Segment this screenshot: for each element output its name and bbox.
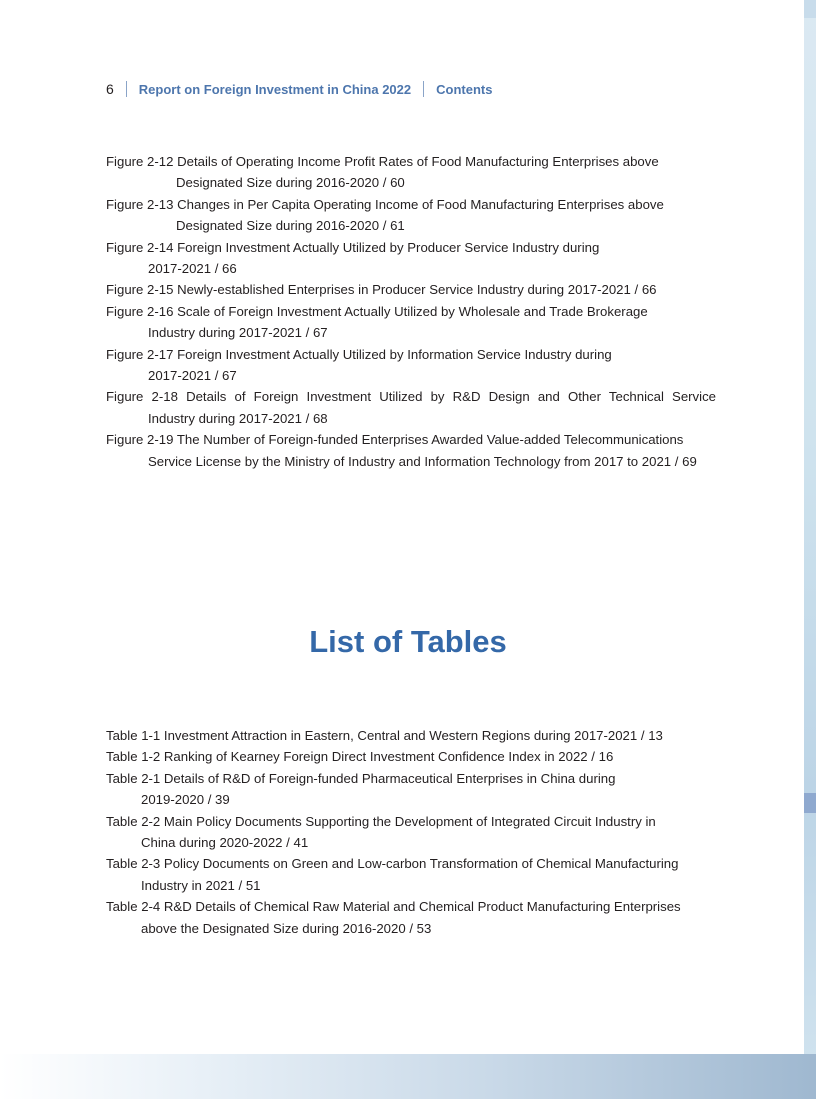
entry-line: Figure 2-16 Scale of Foreign Investment Actually Utilized by Wholesale and Trade Brokerage <box>106 303 648 319</box>
header-divider <box>126 81 127 97</box>
entry-line: Figure 2-15 Newly-established Enterprises in Producer Service Industry during 2017-2021 / 66 <box>106 282 657 298</box>
entry-line-continued: Industry in 2021 / 51 <box>141 877 261 893</box>
figure-list <box>106 151 716 472</box>
toc-entry-figure-2-19[interactable] <box>106 429 716 472</box>
toc-entry-table-2-3[interactable] <box>106 853 716 896</box>
bottom-gradient-band <box>0 1054 816 1099</box>
entry-line: Table 1-2 Ranking of Kearney Foreign Direct Investment Confidence Index in 2022 / 16 <box>106 749 614 765</box>
entry-line: Figure 2-19 The Number of Foreign-funded Enterprises Awarded Value-added Telecommunications <box>106 432 684 448</box>
toc-entry-table-2-1[interactable] <box>106 768 716 811</box>
entry-line-continued: 2017-2021 / 67 <box>148 368 237 384</box>
running-header <box>106 80 492 98</box>
right-edge-accent-block <box>804 793 816 813</box>
toc-entry-figure-2-12[interactable] <box>106 151 716 194</box>
toc-entry-figure-2-14[interactable] <box>106 237 716 280</box>
entry-line: Figure 2-18 Details of Foreign Investment Utilized by R&D Design and Other Technical Service <box>106 389 716 405</box>
toc-entry-table-2-4[interactable] <box>106 896 716 939</box>
entry-line: Figure 2-13 Changes in Per Capita Operating Income of Food Manufacturing Enterprises above <box>106 196 664 212</box>
toc-entry-figure-2-15[interactable] <box>106 279 716 300</box>
toc-entry-figure-2-13[interactable] <box>106 194 716 237</box>
entry-line-continued: Industry during 2017-2021 / 67 <box>148 325 328 341</box>
page-number: 6 <box>106 81 114 97</box>
entry-line: Table 1-1 Investment Attraction in Eastern, Central and Western Regions during 2017-2021 / 13 <box>106 728 663 743</box>
list-of-tables-heading: List of Tables <box>309 624 507 659</box>
entry-line-continued: Service License by the Ministry of Industry and Information Technology from 2017 to 2021 / 69 <box>148 453 697 469</box>
toc-entry-figure-2-16[interactable] <box>106 301 716 344</box>
toc-entry-figure-2-18[interactable] <box>106 386 716 429</box>
entry-line: Table 2-4 R&D Details of Chemical Raw Material and Chemical Product Manufacturing Enterprises <box>106 899 681 915</box>
report-title: Report on Foreign Investment in China 2022 <box>138 81 412 97</box>
entry-line: Figure 2-17 Foreign Investment Actually Utilized by Information Service Industry during <box>106 346 612 362</box>
entry-line-continued: Designated Size during 2016-2020 / 61 <box>176 218 405 234</box>
entry-line: Figure 2-12 Details of Operating Income Profit Rates of Food Manufacturing Enterprises above <box>106 154 659 169</box>
entry-line: Figure 2-14 Foreign Investment Actually Utilized by Producer Service Industry during <box>106 239 600 255</box>
entry-line-continued: China during 2020-2022 / 41 <box>141 835 309 851</box>
header-divider <box>423 81 424 97</box>
right-edge-top-accent <box>804 0 816 18</box>
table-list <box>106 725 716 939</box>
toc-entry-table-1-1[interactable] <box>106 725 716 746</box>
right-edge-decoration <box>804 0 816 1099</box>
entry-line: Table 2-3 Policy Documents on Green and Low-carbon Transformation of Chemical Manufacturing <box>106 856 679 872</box>
entry-line-continued: Designated Size during 2016-2020 / 60 <box>176 175 405 191</box>
toc-entry-table-1-2[interactable] <box>106 746 716 767</box>
entry-line-continued: 2019-2020 / 39 <box>141 792 230 808</box>
entry-line: Table 2-1 Details of R&D of Foreign-funded Pharmaceutical Enterprises in China during <box>106 770 616 786</box>
entry-line-continued: 2017-2021 / 66 <box>148 261 237 277</box>
entry-line-continued: Industry during 2017-2021 / 68 <box>148 410 328 426</box>
entry-line: Table 2-2 Main Policy Documents Supporting the Development of Integrated Circuit Industry in <box>106 813 656 829</box>
toc-entry-figure-2-17[interactable] <box>106 344 716 387</box>
entry-line-continued: above the Designated Size during 2016-2020 / 53 <box>141 920 432 936</box>
section-name: Contents <box>436 81 493 97</box>
toc-entry-table-2-2[interactable] <box>106 811 716 854</box>
